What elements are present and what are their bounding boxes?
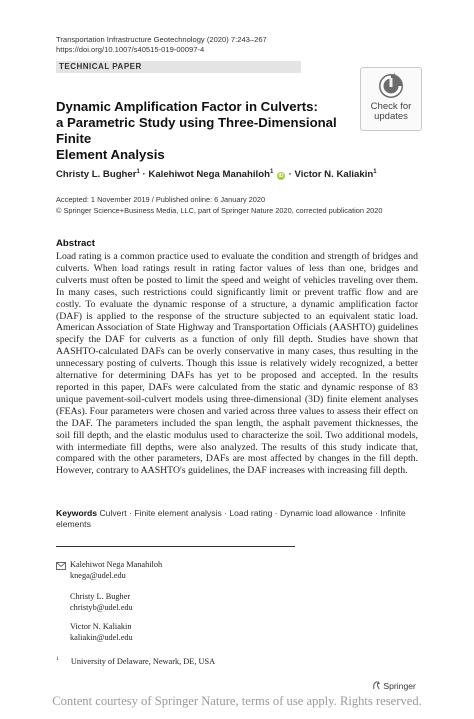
contact-block (70, 560, 162, 581)
contact-name: Christy L. Bugher (70, 592, 131, 601)
author-affil-mark: 1 (373, 169, 377, 175)
orcid-icon[interactable]: iD (278, 173, 284, 180)
affiliation-text: University of Delaware, Newark, DE, USA (70, 656, 216, 666)
contact-block (70, 592, 133, 613)
contact-email[interactable]: christyb@udel.edu (70, 602, 133, 612)
author-name[interactable]: Victor N. Kaliakin (294, 169, 374, 181)
abstract-text: Load rating is a common practice used to evaluate the condition and strength of bridges and culverts. When load ratings result in rating factor values of less than one, bridges and culverts must often be posted to limit the speed and weight of vehicles traveling over them. In many cases, such restrictions could significantly limit or prevent traffic flow and are costly. To evaluate the dynamic response of a structure, a dynamic amplification factor (DAF) is applied to the response of the structure subjected to an equivalent static load. American Association of State Highway and Transportation Officials (AASHTO) guidelines specify the DAF for culverts as a function of only fill depth. Studies have shown that AASHTO-calculated DAFs can be overly conservative in many cases, thus resulting in the unnecessary posting of culverts. Though this issue is relatively widely recognized, a better alternative for determining DAFs has yet to be proposed and accepted. In the results reported in this paper, DAFs were calculated from the static and dynamic response of 83 unique pavement-soil-culvert models using three-dimensional (3D) finite element analyses (FEAs). Four parameters were chosen and varied across three values to assess their effect on the DAF. The parameters included the span length, the asphalt pavement thicknesses, the soil fill depth, and the elastic modulus used to characterize the soil. Two additional models, with intermediate fill depths, were also analyzed. The results of this study indicate that, compared with the other parameters, DAFs are most affected by changes in the fill depth. However, contrary to AASHTO's guidelines, the DAF increases with increasing fill depth. (56, 251, 418, 477)
author-affil-mark: 1 (136, 169, 140, 175)
publisher-logo (372, 681, 416, 691)
title-line: Element Analysis (56, 147, 165, 162)
affiliation (56, 656, 215, 666)
contact-email[interactable]: knega@udel.edu (70, 570, 126, 580)
article-type-badge: TECHNICAL PAPER (56, 61, 301, 73)
author-affil-mark: 1 (269, 169, 274, 175)
envelope-icon (56, 562, 66, 570)
contact-name: Kalehiwot Nega Manahiloh (70, 560, 163, 569)
courtesy-notice: Content courtesy of Springer Nature, terms of use apply. Rights reserved. (52, 694, 422, 708)
springer-horse-icon (372, 681, 381, 690)
doi-link[interactable]: https://doi.org/10.1007/s40515-019-00097-4 (56, 45, 205, 54)
paper-title (56, 99, 346, 163)
check-updates-label: Check for updates (370, 101, 412, 122)
keywords (56, 508, 418, 530)
journal-citation: Transportation Infrastructure Geotechnology (2020) 7:243–267 (56, 35, 267, 44)
title-line: Dynamic Amplification Factor in Culverts: (56, 99, 318, 114)
publisher-name: Springer (383, 681, 416, 691)
publication-dates (56, 194, 383, 216)
keywords-list: Culvert · Finite element analysis · Load rating · Dynamic load allowance · Infinite elements (56, 508, 406, 529)
check-updates-icon (378, 73, 404, 99)
copyright-line: © Springer Science+Business Media, LLC, part of Springer Nature 2020, corrected publication 2020 (56, 206, 383, 215)
contact-email[interactable]: kaliakin@udel.edu (70, 632, 133, 642)
author-name[interactable]: Kalehiwot Nega Manahiloh (148, 169, 270, 181)
title-line: a Parametric Study using Three-Dimensional Finite (56, 115, 337, 146)
author-name[interactable]: Christy L. Bugher (56, 169, 137, 181)
abstract-heading: Abstract (56, 238, 95, 249)
contact-block (70, 622, 133, 643)
affiliation-mark: 1 (56, 656, 59, 662)
accepted-date: Accepted: 1 November 2019 / Published online: 6 January 2020 (56, 195, 266, 204)
author-list: Christy L. Bugher$^1$ · Kalehiwot Nega Manahiloh$^1$ iD · Victor N. Kaliakin$^1$ (56, 169, 377, 181)
journal-header (56, 35, 267, 55)
keywords-label: Keywords (56, 508, 98, 518)
footnote-divider (56, 546, 295, 547)
contact-name: Victor N. Kaliakin (70, 622, 132, 631)
check-for-updates-button[interactable] (360, 67, 422, 131)
